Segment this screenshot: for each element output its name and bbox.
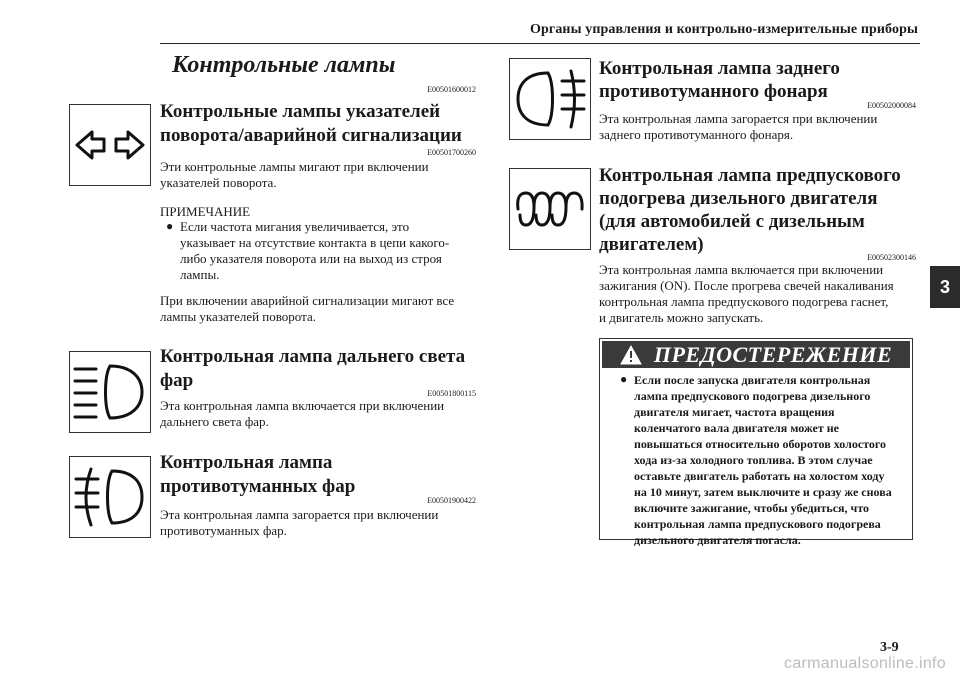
page-number: 3-9 — [880, 640, 899, 655]
warning-line: включите зажигание, чтобы убедиться, что — [634, 501, 870, 515]
warning-line: на 10 минут, затем выключите и сразу же снова — [634, 485, 892, 499]
chapter-tab: 3 — [930, 266, 960, 308]
warning-header — [602, 341, 910, 368]
glow-plug-code: E00502300146 — [867, 253, 916, 262]
warning-line: оставьте двигатель работать на холостом ходу — [634, 469, 885, 483]
high-beam-icon-box — [69, 351, 151, 433]
turn-signal-arrows-icon — [70, 105, 150, 185]
warning-text — [634, 372, 898, 548]
glow-plug-title-line1: Контрольная лампа предпускового — [599, 165, 901, 186]
warning-line: повышаться относительно оборотов холостого — [634, 437, 887, 451]
turn-signal-text-line2: указателей поворота. — [160, 175, 277, 190]
section-title: Контрольные лампы — [172, 52, 396, 78]
glow-plug-text-line3: контрольная лампа предпускового подогрева гаснет, — [599, 294, 889, 309]
note-label: ПРИМЕЧАНИЕ — [160, 204, 251, 219]
turn-signal-title-line2: поворота/аварийной сигнализации — [160, 125, 462, 146]
high-beam-text-line2: дальнего света фар. — [160, 414, 269, 429]
turn-signal-text-line1: Эти контрольные лампы мигают при включении — [160, 159, 429, 174]
high-beam-title-line1: Контрольная лампа дальнего света — [160, 346, 466, 367]
header-divider — [160, 43, 920, 44]
warning-line: контрольная лампа предпускового подогрева — [634, 517, 881, 531]
warning-box — [599, 338, 913, 547]
warning-line: хода из-за холодного топлива. В этом случае — [634, 453, 873, 467]
front-fog-text-line1: Эта контрольная лампа загорается при включении — [160, 507, 439, 522]
watermark: carmanualsonline.info — [784, 655, 946, 672]
rear-fog-code: E00502000084 — [867, 101, 916, 110]
rear-fog-title-line2: противотуманного фонаря — [599, 81, 828, 102]
warning-line: дизельного двигателя погасла. — [634, 533, 801, 547]
rear-fog-title-line1: Контрольная лампа заднего — [599, 58, 840, 79]
glow-plug-title-line4: двигателем) — [599, 234, 704, 255]
note-bullet: ● — [166, 219, 174, 233]
glow-plug-text-line4: и двигатель можно запускать. — [599, 310, 764, 325]
note-line2: указывает на отсутствие контакта в цепи какого- — [180, 235, 450, 250]
high-beam-title-line2: фар — [160, 370, 194, 391]
high-beam-icon — [70, 352, 150, 432]
warning-line: лампа предпускового подогрева дизельного — [634, 389, 871, 403]
warning-title: ПРЕДОСТЕРЕЖЕНИЕ — [653, 341, 893, 367]
hazard-text-line2: лампы указателей поворота. — [160, 309, 316, 324]
glow-plug-icon-box — [509, 168, 591, 250]
rear-fog-icon-box — [509, 58, 591, 140]
note-line4: лампы. — [180, 267, 220, 282]
glow-plug-title-line2: подогрева дизельного двигателя — [599, 188, 878, 209]
glow-plug-title-line3: (для автомобилей с дизельным — [599, 211, 865, 232]
front-fog-text-line2: противотуманных фар. — [160, 523, 287, 538]
rear-fog-text-line2: заднего противотуманного фонаря. — [599, 127, 794, 142]
front-fog-title-line2: противотуманных фар — [160, 476, 356, 497]
high-beam-text-line1: Эта контрольная лампа включается при включении — [160, 398, 445, 413]
hazard-text-line1: При включении аварийной сигнализации мигают все — [160, 293, 455, 308]
section-code: E00501600012 — [427, 85, 476, 94]
front-fog-light-icon — [70, 457, 150, 537]
note-line3: либо указателя поворота или на выход из строя — [180, 251, 442, 266]
glow-plug-icon — [510, 169, 590, 249]
glow-plug-text-line2: зажигания (ON). После прогрева свечей накаливания — [599, 278, 894, 293]
warning-triangle-icon — [620, 345, 642, 365]
front-fog-code: E00501900422 — [427, 496, 476, 505]
warning-line: двигателя мигает, частота вращения — [634, 405, 835, 419]
warning-bullet: ● — [620, 372, 628, 386]
front-fog-title-line1: Контрольная лампа — [160, 452, 333, 473]
high-beam-code: E00501800115 — [427, 389, 476, 398]
turn-signal-code: E00501700260 — [427, 148, 476, 157]
note-line1: Если частота мигания увеличивается, это — [180, 219, 410, 234]
rear-fog-text-line1: Эта контрольная лампа загорается при включении — [599, 111, 878, 126]
warning-line: коленчатого вала двигателя может не — [634, 421, 840, 435]
turn-signal-icon-box — [69, 104, 151, 186]
turn-signal-title-line1: Контрольные лампы указателей — [160, 101, 441, 122]
warning-line: Если после запуска двигателя контрольная — [634, 373, 871, 387]
rear-fog-light-icon — [510, 59, 590, 139]
page-header: Органы управления и контрольно-измерительные приборы — [530, 22, 918, 37]
glow-plug-text-line1: Эта контрольная лампа включается при включении — [599, 262, 884, 277]
front-fog-icon-box — [69, 456, 151, 538]
